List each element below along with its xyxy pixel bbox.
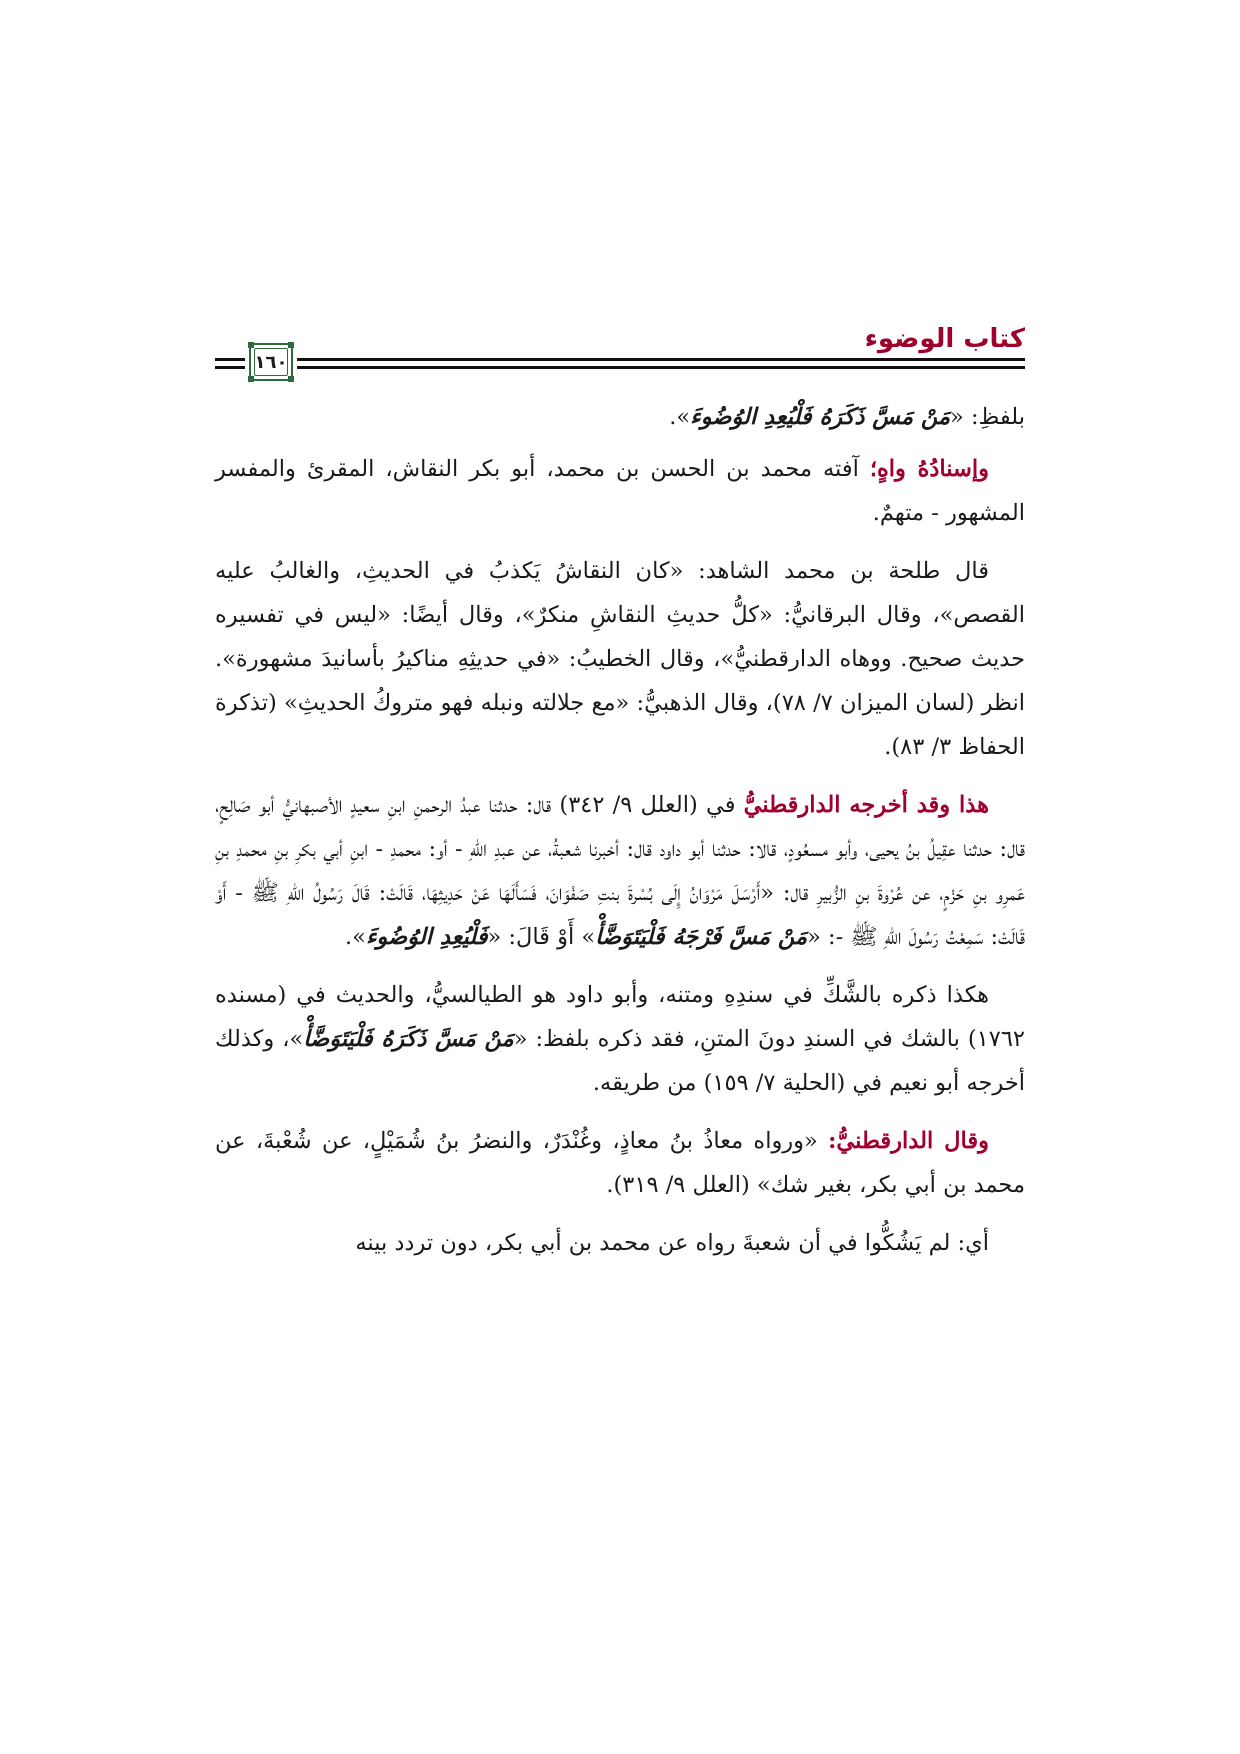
header-rule-left-bottom [215,366,245,369]
highlighted-phrase: وقال الدارقطنيُّ: [828,1128,989,1154]
text-segment: هكذا ذكره بالشَّكِّ في سندِهِ ومتنه، وأبو داود هو الطيالسيُّ، والحديث في (مسنده ١٧٦٢) بالشك في السندِ دونَ المتنِ، فقد ذكره بلفظ: « [215,982,1026,1052]
page-header [215,318,1025,390]
hadith-quote: مَنْ مَسَّ فَرْجَهُ فَلْيَتَوَضَّأْ [595,924,808,950]
text-segment: بلفظِ: « [950,404,1025,430]
text-segment: » أَوْ قَالَ: « [487,924,596,950]
header-rule-left-top [215,358,245,361]
paragraph [215,549,1025,769]
text-segment: قال طلحة بن محمد الشاهد: «كان النقاشُ يَكذبُ في الحديثِ، والغالبُ عليه القصص»، وقال البرقانيُّ: «كلُّ حديثِ النقاشِ منكرٌ»، وقال أيضًا: «ليس في تفسيره حديث صحيح. ووهاه الدارقطنيُّ»، وقال الخطيبُ: «في حديثِهِ مناكيرُ بأسانيدَ مشهورة». انظر (لسان الميزان ٧/ ٧٨)، وقال الذهبيُّ: «مع جلالته ونبله فهو متروكُ الحديثِ» (تذكرة الحفاظ ٣/ ٨٣). [215,558,1025,760]
text-segment: «ورواه معاذُ بنُ معاذٍ، وغُنْدَرٌ، والنضرُ بنُ شُمَيْلٍ، عن شُعْبةَ، عن محمد بن أبي بكر، بغير شك» (العلل ٩/ ٣١٩). [215,1128,1025,1198]
header-rule-right-bottom [297,366,1025,369]
text-segment: »، وكذلك أخرجه أبو نعيم في (الحلية ٧/ ١٥٩) من طريقه. [215,1026,1025,1096]
badge-ornament-icon [288,376,294,382]
page-number: ١٦٠ [254,351,288,373]
paragraph [215,1119,1025,1207]
text-segment: أي: لم يَشُكُّوا في أن شعبةَ رواه عن محمد بن أبي بكر، دون تردد بينه [355,1230,989,1256]
book-title: كتاب الوضوء [864,324,1025,354]
header-rule-right-top [297,358,1025,361]
badge-ornament-icon [248,342,254,348]
paragraph [215,1221,1025,1265]
highlighted-phrase: هذا وقد أخرجه الدارقطنيُّ [743,792,989,818]
paragraph [215,973,1025,1105]
badge-ornament-icon [248,376,254,382]
paragraph [215,395,1025,439]
text-segment: ». [345,924,366,950]
badge-ornament-icon [288,342,294,348]
hadith-quote: فَلْيُعِدِ الوُضُوءَ [365,924,488,950]
text-segment: ». [669,404,691,430]
hadith-quote: مَنْ مَسَّ ذَكَرَهُ فَلْيُعِدِ الوُضُوءَ [690,404,951,430]
paragraph [215,783,1025,959]
paragraph [215,447,1025,535]
page-number-badge [249,343,293,381]
hadith-quote: مَنْ مَسَّ ذَكَرَهُ فَلْيَتَوَضَّأْ [303,1026,514,1052]
page-body [215,395,1025,1279]
highlighted-phrase: وإسنادُهُ واهٍ؛ [869,456,990,482]
text-segment: آفته محمد بن الحسن بن محمد، أبو بكر النقاش، المقرئ والمفسر المشهور - متهمٌ. [215,456,1025,526]
text-segment: في (العلل ٩/ ٣٤٢) قال: حدثنا عبدُ الرحمنِ ابنِ سعيدٍ الأصبهانيُّ أبو صَالِحٍ، قال: حدثنا عقِيلُ بنُ يحيى، وأبو مسعُودٍ، قالا: حدثنا أبو داود قال: أخبرنا شعبةُ، عن عبدِ اللهِ - أو: محمدِ - ابنِ أبي بكرِ بنِ محمدِ بنِ عَمرِو بنِ حَزْمٍ، عن عُرْوةَ بنِ الزُّبيرِ قال: «أَرْسَلَ مَرْوَانُ إِلَى بُسْرةَ بنتِ صَفْوَانَ، فَسَأَلَهَا عَنْ حَدِيثِهَا، قَالَتْ: قَالَ رَسُولُ اللهِ ﷺ - أَوْ قَالَتْ: سَمِعْتُ رَسُولَ اللهِ ﷺ -: « [215,792,1025,950]
